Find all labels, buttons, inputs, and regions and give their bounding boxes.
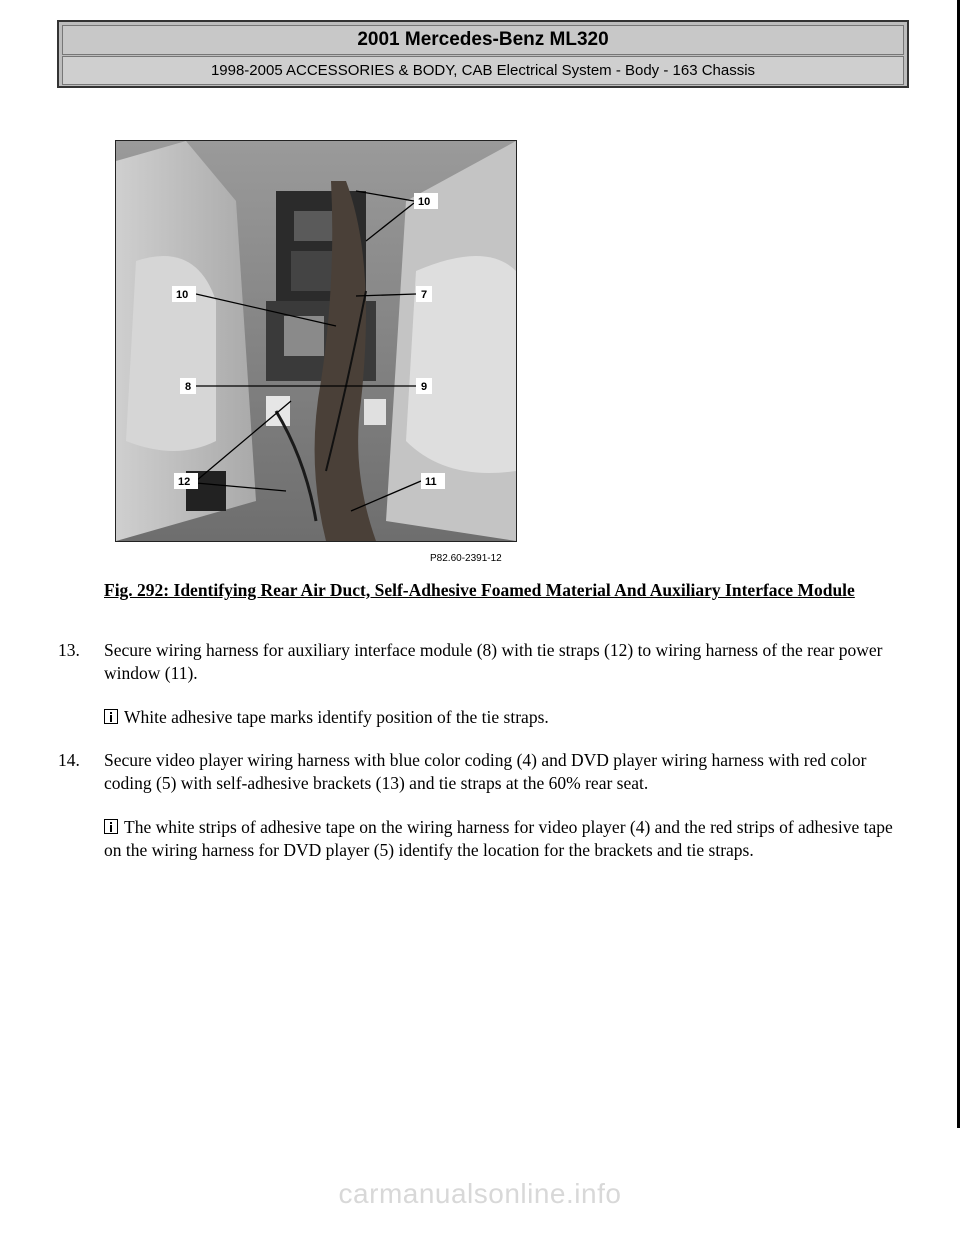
step-14	[58, 749, 898, 795]
label-8: 8	[185, 381, 192, 393]
label-11: 11	[425, 476, 437, 488]
center-console-photo	[116, 141, 516, 541]
info-icon	[104, 709, 118, 724]
label-10-left: 10	[176, 289, 189, 301]
label-7: 7	[421, 289, 428, 301]
note-14	[104, 816, 894, 862]
note-13	[104, 706, 894, 729]
label-10-top: 10	[418, 196, 431, 208]
header-title: 2001 Mercedes-Benz ML320	[62, 25, 904, 55]
figure-caption: Fig. 292: Identifying Rear Air Duct, Self-Adhesive Foamed Material And Auxiliary Interface Module	[104, 580, 855, 600]
note-text: White adhesive tape marks identify position of the tie straps.	[124, 707, 549, 727]
info-icon	[104, 819, 118, 834]
step-number: 14.	[58, 750, 80, 770]
figure-code: P82.60-2391-12	[430, 553, 502, 564]
note-text: The white strips of adhesive tape on the wiring harness for video player (4) and the red strips of adhesive tape on the wiring harness for DVD player (5) identify the location for the brackets and tie straps.	[104, 817, 893, 860]
figure-photo	[115, 140, 517, 542]
step-number: 13.	[58, 640, 80, 660]
watermark: carmanualsonline.info	[338, 1178, 622, 1209]
header-subtitle: 1998-2005 ACCESSORIES & BODY, CAB Electrical System - Body - 163 Chassis	[62, 56, 904, 85]
step-text: Secure wiring harness for auxiliary interface module (8) with tie straps (12) to wiring harness of the rear power window (11).	[104, 640, 883, 683]
label-9: 9	[421, 381, 428, 393]
step-text: Secure video player wiring harness with blue color coding (4) and DVD player wiring harness with red color coding (5) with self-adhesive brackets (13) and tie straps at the 60% rear seat.	[104, 750, 867, 793]
step-13	[58, 639, 898, 685]
label-12: 12	[178, 476, 191, 488]
document-header	[57, 20, 909, 88]
